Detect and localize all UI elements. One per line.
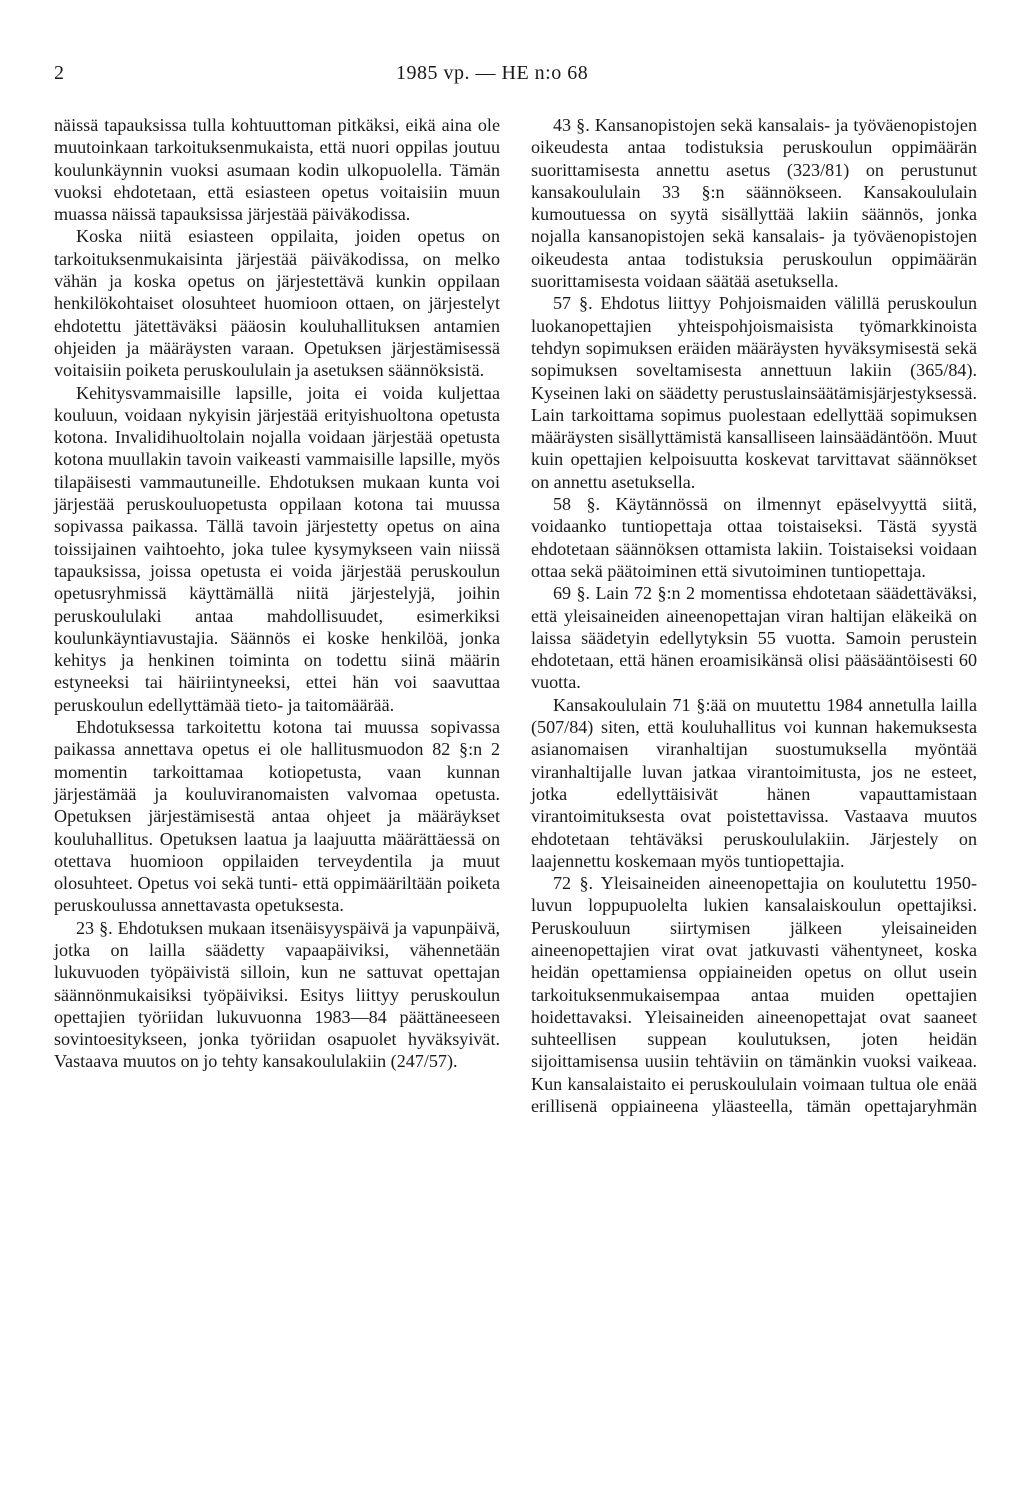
paragraph: 43 §. Kansanopistojen sekä kansalais- ja työväenopistojen oikeudesta antaa todistuksia peruskoulun oppimäärän suorittamisesta annettu asetus (323/81) on perustunut kansakoululain 33 §:n säännökseen. Kansakoululain kumoutuessa on syytä sisällyttää lakiin säännös, jonka nojalla kansanopistojen sekä kansalais- ja työväenopistojen oikeudesta antaa todistuksia peruskoulun oppimäärän suorittamisesta voidaan säätää asetuksella. xyxy=(531,115,977,292)
left-column xyxy=(54,114,500,1073)
paragraph: Ehdotuksessa tarkoitettu kotona tai muussa sopivassa paikassa annettava opetus ei ole hallitusmuodon 82 §:n 2 momentin tarkoittamaa kotiopetusta, vaan kunnan järjestämää ja kouluviranomaisten valvomaa opetusta. Opetuksen järjestämisestä antaa ohjeet ja määräykset kouluhallitus. Opetuksen laatua ja laajuutta määrättäessä on otettava huomioon oppilaiden terveydentila ja muut olosuhteet. Opetus voi sekä tunti- että oppimääriltään poiketa peruskoulussa annettavasta opetuksesta. xyxy=(54,717,500,916)
paragraph: 58 §. Käytännössä on ilmennyt epäselvyyttä siitä, voidaanko tuntiopettaja ottaa toistaiseksi. Tästä syystä ehdotetaan säännöksen ottamista lakiin. Toistaiseksi voidaan ottaa sekä päätoiminen että sivutoiminen tuntiopettaja. xyxy=(531,494,977,581)
paragraph: 72 §. Yleisaineiden aineenopettajia on koulutettu 1950-luvun loppupuolelta lukien kansalaiskoulun opettajiksi. Peruskouluun siirtymisen jälkeen yleisaineiden aineenopettajien virat ovat jatkuvasti vähentyneet, koska heidän opettamiensa oppiaineiden opetus on ollut usein tarkoituksenmukaisempaa antaa muiden opettajien hoidettavaksi. Yleisaineiden aineenopettajat ovat saaneet suhteellisen suppean koulutuksen, joten heidän sijoittamisensa uusiin tehtäviin on tämänkin vuoksi vaikeaa. Kun kansalaistaito ei peruskoululain voimaan tultua ole enää erillisenä oppiaineena yläasteella, tämän opettajaryhmän xyxy=(531,873,977,1117)
paragraph: Kehitysvammaisille lapsille, joita ei voida kuljettaa kouluun, voidaan nykyisin järjestää erityishuoltona opetusta kotona. Invalidihuoltolain nojalla voidaan järjestää opetusta kotona muullakin tavoin vaikeasti vammaisille lapsille, myös tilapäisesti vammautuneille. Ehdotuksen mukaan kunta voi järjestää peruskouluopetusta oppilaan kotona tai muussa sopivassa paikassa. Tällä tavoin järjestetty opetus on aina toissijainen vaihtoehto, joka tulee kysymykseen vain niissä tapauksissa, joissa opetusta ei voida järjestää peruskoulun opetusryhmissä käyttämällä niitä järjestelyjä, joihin peruskoululaki antaa mahdollisuudet, esimerkiksi koulunkäyntiavustajia. Säännös ei koske henkilöä, jonka kehitys ja henkinen toiminta on todettu siinä määrin estyneeksi tai häiriintyneeksi, ettei hän voi saavuttaa peruskoulun edellyttämää tieto- ja taitomäärää. xyxy=(54,382,500,715)
paragraph: Koska niitä esiasteen oppilaita, joiden opetus on tarkoituksenmukaisinta järjestää päiväkodissa, on melko vähän ja koska opetus on järjestettävä kunkin oppilaan henkilökohtaiset olosuhteet huomioon ottaen, on järjestelyt ehdotettu jätettäväksi pääosin kouluhallituksen antamien ohjeiden ja määräysten varaan. Opetuksen järjestämisessä voitaisiin poiketa peruskoululain ja asetuksen säännöksistä. xyxy=(54,226,500,381)
page-number: 2 xyxy=(54,62,64,84)
paragraph: 57 §. Ehdotus liittyy Pohjoismaiden välillä peruskoulun luokanopettajien yhteispohjoismaisista työmarkkinoista tehdyn sopimuksen eräiden määräysten hyväksymisestä sekä sopimuksen soveltamisesta annettuun lakiin (365/84). Kyseinen laki on säädetty perustuslainsäätämisjärjestyksessä. Lain tarkoittama sopimus puolestaan edellyttää sopimuksen määräysten sisällyttämistä kansalliseen lainsäädäntöön. Muut kuin opettajien kelpoisuutta koskevat tarvittavat säännökset on annettu asetuksella. xyxy=(531,293,977,492)
paragraph: Kansakoululain 71 §:ää on muutettu 1984 annetulla lailla (507/84) siten, että kouluhallitus voi kunnan hakemuksesta asianomaisen viranhaltijan suostumuksella myöntää viranhaltijalle luvan jatkaa virantoimitusta, jos ne esteet, jotka edellyttäisivät hänen vapauttamistaan virantoimituksesta ovat poistettavissa. Vastaava muutos ehdotetaan tehtäväksi peruskoululakiin. Järjestely on laajennettu koskemaan myös tuntiopettajia. xyxy=(531,694,977,871)
running-title: 1985 vp. — HE n:o 68 xyxy=(396,62,589,84)
page-header xyxy=(54,62,978,92)
paragraph: 69 §. Lain 72 §:n 2 momentissa ehdotetaan säädettäväksi, että yleisaineiden aineenopettajan viran haltijan eläkeikä on laissa säädetyin edellytyksin 55 vuotta. Samoin perustein ehdotetaan, että hänen eroamisikänsä olisi pääsääntöisesti 60 vuotta. xyxy=(531,583,977,693)
paragraph: näissä tapauksissa tulla kohtuuttoman pitkäksi, eikä aina ole muutoinkaan tarkoituksenmukaista, että nuori oppilas joutuu koulunkäynnin vuoksi asumaan kodin ulkopuolella. Tämän vuoksi ehdotetaan, että esiasteen opetus voitaisiin muun muassa näissä tapauksissa järjestää päiväkodissa. xyxy=(54,115,500,225)
paragraph: 23 §. Ehdotuksen mukaan itsenäisyyspäivä ja vapunpäivä, jotka on lailla säädetty vapaapäiviksi, vähennetään lukuvuoden työpäivistä silloin, kun ne sattuvat opettajan säännönmukaisiksi työpäiviksi. Esitys liittyy peruskoulun opettajien työriidan lukuvuonna 1983—84 päättäneeseen sovintoesitykseen, jonka työriidan osapuolet hyväksyivät. Vastaava muutos on jo tehty kansakoululakiin (247/57). xyxy=(54,917,500,1072)
right-column xyxy=(531,114,977,1117)
